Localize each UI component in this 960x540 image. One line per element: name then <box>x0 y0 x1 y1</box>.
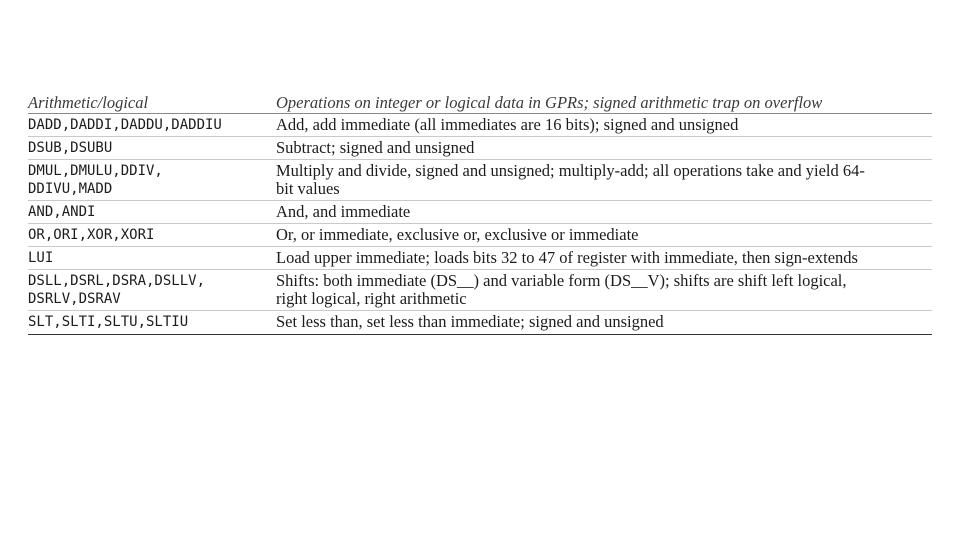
instruction-line: LUI <box>28 250 54 266</box>
description-cell <box>276 247 932 270</box>
category-description-heading: Operations on integer or logical data in GPRs; signed arithmetic trap on overflow <box>276 92 932 114</box>
description-cell <box>276 114 932 137</box>
description-line: right logical, right arithmetic <box>276 289 467 308</box>
instruction-cell <box>28 137 276 160</box>
description-cell <box>276 137 932 160</box>
table-row <box>28 114 932 137</box>
description-cell <box>276 201 932 224</box>
instruction-line: DMUL,DMULU,DDIV, <box>28 163 163 179</box>
table-row <box>28 270 932 311</box>
instruction-line: SLT,SLTI,SLTU,SLTIU <box>28 314 189 330</box>
description-line: Set less than, set less than immediate; signed and unsigned <box>276 312 664 331</box>
instruction-cell <box>28 247 276 270</box>
table-row <box>28 137 932 160</box>
instruction-cell <box>28 270 276 311</box>
description-line: Or, or immediate, exclusive or, exclusive or immediate <box>276 225 639 244</box>
instruction-cell <box>28 224 276 247</box>
instruction-line: DSRLV,DSRAV <box>28 291 121 307</box>
table-header-row <box>28 92 932 114</box>
instruction-line: AND,ANDI <box>28 204 96 220</box>
table-row <box>28 224 932 247</box>
table-row <box>28 201 932 224</box>
instruction-cell <box>28 160 276 201</box>
description-line: bit values <box>276 179 340 198</box>
description-line: Subtract; signed and unsigned <box>276 138 475 157</box>
description-cell <box>276 224 932 247</box>
description-line: And, and immediate <box>276 202 411 221</box>
description-cell <box>276 160 932 201</box>
description-line: Load upper immediate; loads bits 32 to 47 of register with immediate, then sign-extends <box>276 248 858 267</box>
instruction-line: DADD,DADDI,DADDU,DADDIU <box>28 117 222 133</box>
description-line: Shifts: both immediate (DS__) and variable form (DS__V); shifts are shift left logical, <box>276 271 847 290</box>
instruction-cell <box>28 311 276 335</box>
instruction-line: DSUB,DSUBU <box>28 140 113 156</box>
instruction-line: OR,ORI,XOR,XORI <box>28 227 155 243</box>
instruction-line: DSLL,DSRL,DSRA,DSLLV, <box>28 273 206 289</box>
instruction-cell <box>28 201 276 224</box>
description-line: Add, add immediate (all immediates are 16 bits); signed and unsigned <box>276 115 739 134</box>
description-line: Multiply and divide, signed and unsigned; multiply-add; all operations take and yield 64- <box>276 161 865 180</box>
table-row <box>28 247 932 270</box>
description-cell <box>276 270 932 311</box>
table-row <box>28 160 932 201</box>
table-row <box>28 311 932 335</box>
instruction-cell <box>28 114 276 137</box>
instruction-line: DDIVU,MADD <box>28 181 113 197</box>
instruction-table <box>28 92 932 335</box>
category-heading: Arithmetic/logical <box>28 92 276 114</box>
description-cell <box>276 311 932 335</box>
